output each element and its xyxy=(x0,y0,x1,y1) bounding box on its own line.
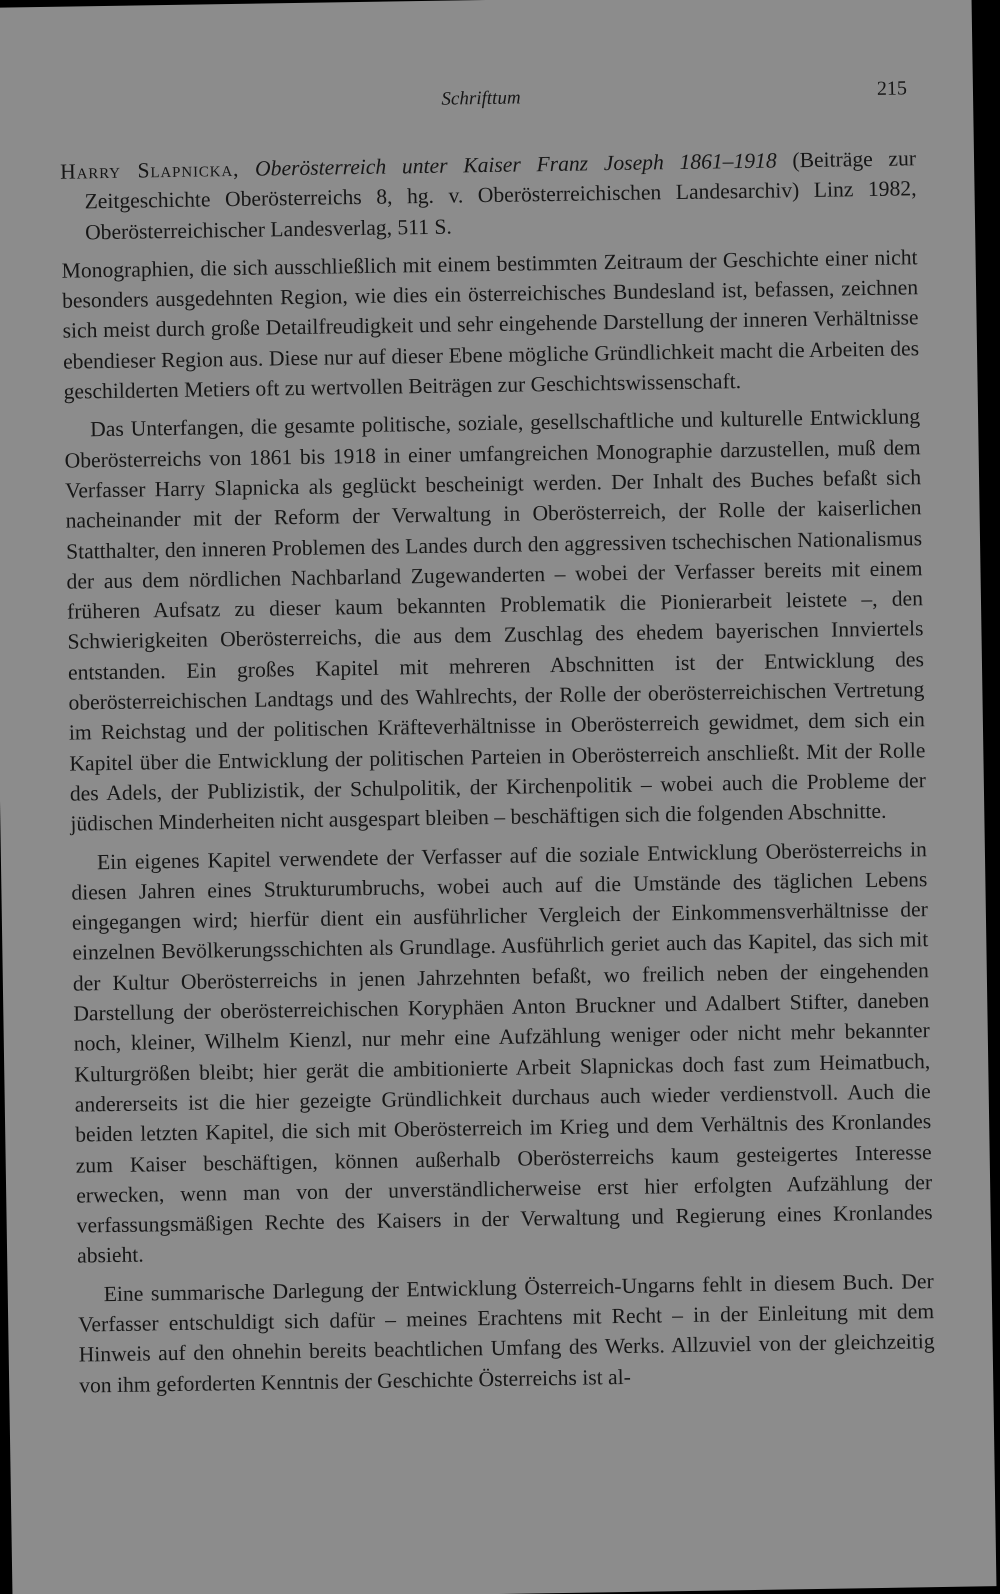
entry-author: Harry Slapnicka, xyxy=(59,156,240,184)
paragraph-4: Eine summarische Darlegung der Entwicklung Österreich-Ungarns fehlt in diesem Buch. Der Verfasser entschuldigt sich dafür – meines Erachtens mit Recht – in der Einleitung mit dem Hinweis auf den ohnehin bereits beachtlichen Umfang des Werks. Allzuviel von der gleichzeitig von ihm geforderten Kenntnis der Geschichte Österreichs ist al- xyxy=(78,1268,935,1398)
paragraph-2: Das Unterfangen, die gesamte politische, soziale, gesellschaftliche und kulturelle Entwicklung Oberösterreichs von 1861 bis 1918 in einer umfangreichen Monographie darzustellen, muß dem Verfasser Harry Slapnicka als geglückt bescheinigt werden. Der Inhalt des Buches befaßt sich nacheinander mit der Reform der Verwaltung in Oberösterreich, der Rolle der kaiserlichen Statthalter, den inneren Problemen des Landes durch den aggressiven tschechischen Nationalismus der aus dem nördlichen Nachbarland Zugewanderten – wobei der Verfasser bereits mit einem früheren Aufsatz zu dieser kaum bekannten Problematik die Pionierarbeit leistete –, den Schwierigkeiten Oberösterreichs, die aus dem Zuschlag des ehedem bayerischen Innviertels entstanden. Ein großes Kapitel mit mehreren Abschnitten ist der Entwicklung des oberösterreichischen Landtags und des Wahlrechts, der Rolle der oberösterreichischen Vertretung im Reichstag und der politischen Kräfteverhältnisse in Oberösterreich gewidmet, dem sich ein Kapitel über die Entwicklung der politischen Parteien in Oberösterreich anschließt. Mit der Rolle des Adels, der Publizistik, der Schulpolitik, der Kirchenpolitik – wobei auch die Probleme der jüdischen Minderheiten nicht ausgespart bleiben – beschäftigen sich die folgenden Abschnitte. xyxy=(64,404,926,836)
entry-details: (Beiträge zur Zeitgeschichte Oberösterreichs 8, hg. v. Oberösterreichischen Landesarchiv) Linz 1982, Oberösterreichischer Landesverlag, 511 S. xyxy=(84,146,917,244)
running-head-title: Schrifttum xyxy=(441,87,521,110)
bibliographic-entry xyxy=(60,143,917,247)
page-number: 215 xyxy=(876,77,908,100)
paragraph-3: Ein eigenes Kapitel verwendete der Verfasser auf die soziale Entwicklung Oberösterreichs in diesen Jahren eines Strukturumbruchs, wobei auch auf die Umstände des täglichen Lebens eingegangen wird; hierfür dient ein ausführlicher Vergleich der Einkommensverhältnisse der einzelnen Bevölkerungsschichten als Grundlage. Ausführlich geriet auch das Kapitel, das sich mit der Kultur Oberösterreichs in jenen Jahrzehnten befaßt, wo freilich neben der eingehenden Darstellung der oberösterreichischen Koryphäen Anton Bruckner und Adalbert Stifter, daneben noch, kleiner, Wilhelm Kienzl, nur mehr eine Aufzählung weniger oder nicht mehr bekannter Kulturgrößen bleibt; hier gerät die ambitionierte Arbeit Slapnickas doch fast zum Heimatbuch, andererseits ist die hier gezeigte Gründlichkeit durchaus auch wieder verdienstvoll. Auch die beiden letzten Kapitel, die sich mit Oberösterreich im Krieg und dem Verhältnis des Kronlandes zum Kaiser beschäftigen, können außerhalb Oberösterreichs kaum gesteigertes Interesse erwecken, wenn man von der unverständlicherweise erst hier erfolgten Aufzählung der verfassungsmäßigen Rechte des Kaisers in der Verwaltung und Regierung eines Kronlandes absieht. xyxy=(71,836,933,1268)
paragraph-1: Monographien, die sich ausschließlich mit einem bestimmten Zeitraum der Geschichte einer nicht besonders ausgedehnten Region, wie dies ein österreichisches Bundesland ist, befassen, zeichnen sich meist durch große Detailfreudigkeit und sehr eingehende Darstellung der inneren Verhältnisse ebendieser Region aus. Diese nur auf dieser Ebene mögliche Gründlichkeit macht die Arbeiten des geschilderten Metiers oft zu wertvollen Beiträgen zur Geschichtswissenschaft. xyxy=(61,245,920,404)
text-body xyxy=(60,143,936,1408)
entry-title: Oberösterreich unter Kaiser Franz Joseph 1861–1918 xyxy=(254,148,777,181)
